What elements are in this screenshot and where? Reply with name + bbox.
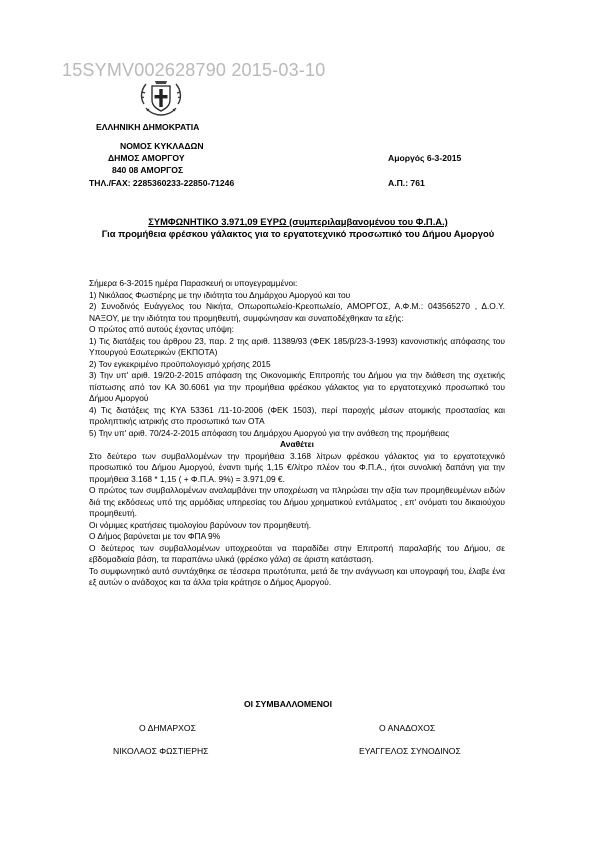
copies-paragraph: Το συμφωνητικό αυτό συντάχθηκε σε τέσσερα πρωτότυπα, μετά δε την ανάγνωση και υπογραφή του, έλαβε ένα εξ αυτών ο ανάδοχος και τα άλλα τρία κράτησε ο Δήμος Αμοργού. (89, 565, 505, 587)
delivery-paragraph: Ο δεύτερος των συμβαλλομένων υποχρεούται να παραδίδει στην Επιτροπή παραλαβής του Δήμου, σε εβδομαδιαία βάση, τα παραπάνω υλικά (φρέσκο γάλα) σε άριστη κατάσταση. (89, 542, 505, 564)
contractor-role: Ο ΑΝΑΔΟΧΟΣ (379, 723, 436, 733)
party-one-paragraph: 1) Νικόλαος Φωστιέρης με την ιδιότητα του Δημάρχου Αμοργού και του (89, 289, 351, 300)
intro-paragraph: Σήμερα 6-3-2015 ημέρα Παρασκευή οι υπογεγραμμένοι: (89, 278, 298, 288)
protocol-number: Α.Π.: 761 (388, 178, 425, 188)
clause-4-paragraph: 4) Τις διατάξεις της ΚΥΑ 53361 /11-10-2006 (ΦΕΚ 1503), περί παροχής μέσων ατομικής προστασίας και προληπτικής ιατρικής στο προσωπικό των ΟΤΑ (89, 404, 505, 426)
postal-line: 840 08 ΑΜΟΡΓΟΣ (112, 165, 184, 175)
clause-3-paragraph: 3) Την υπ' αριθ. 19/20-2-2015 απόφαση της Οικονομικής Επιτροπής του Δήμου για την διάθεση της σχετικής πίστωσης από τον ΚΑ 30.6061 για την προμήθεια φρέσκου γάλακτος για το εργατοτεχνικό προσωπικό του Δήμου Αμοργού (89, 370, 505, 403)
clause-2-paragraph: 2) Τον εγκεκριμένο προϋπολογισμό χρήσης 2015 (89, 358, 271, 369)
clause-5-paragraph: 5) Την υπ' αριθ. 70/24-2-2015 απόφαση του Δημάρχου Αμοργού για την ανάθεση της προμήθειας (89, 427, 450, 438)
contract-body (89, 278, 505, 589)
party-two-paragraph: 2) Συνοδινός Ευάγγελος του Νικήτα, Οπωροπωλείο-Κρεοπωλείο, ΑΜΟΡΓΟΣ, Α.Φ.Μ.: 043565270 , Δ.Ο.Υ. ΝΑΞΟΥ, με την ιδιότητα του προμηθευτή, συμφώνησαν και συναποδέχθηκαν τα εξής: (89, 301, 505, 323)
municipality-line: ΔΗΜΟΣ ΑΜΟΡΓΟΥ (108, 153, 185, 163)
payment-paragraph: Ο πρώτος των συμβαλλομένων αναλαμβάνει την υποχρέωση να πληρώσει την αξία των προμηθευμένων ειδών διά της εκδόσεως υπό της αρμόδιας υπηρεσίας του Δήμου χρηματικού εντάλματος , επ' ονόματι του δικαιούχου προμηθευτή. (89, 485, 505, 518)
considering-paragraph: Ο πρώτος από αυτούς έχοντας υπόψη: (89, 324, 234, 334)
title-amount-line: ΣΥΜΦΩΝΗΤΙΚΟ 3.971,09 ΕΥΡΩ (συμπεριλαμβανομένου του Φ.Π.Α.) (148, 216, 448, 227)
document-stamp: 15SYMV002628790 2015-03-10 (62, 60, 326, 80)
deductions-paragraph: Οι νόμιμες κρατήσεις τιμολογίου βαρύνουν τον προμηθευτή. (89, 519, 312, 530)
contractor-name: ΕΥΑΓΓΕΛΟΣ ΣΥΝΟΔΙΝΟΣ (359, 746, 461, 756)
assigns-heading: Αναθέτει (280, 439, 314, 449)
clause-1-paragraph: 1) Τις διατάξεις του άρθρου 23, παρ. 2 της αριθ. 11389/93 (ΦΕΚ 185/β/23-3-1993) κανονιστικής απόφασης του Υπουργού Εσωτερικών (ΕΚΠΟΤΑ) (89, 335, 505, 357)
mayor-name: ΝΙΚΟΛΑΟΣ ΦΩΣΤΙΕΡΗΣ (113, 746, 209, 756)
title-subject-line: Για προμήθεια φρέσκου γάλακτος για το εργατοτεχνικό προσωπικό του Δήμου Αμοργού (101, 228, 495, 239)
vat-paragraph: Ο Δήμος βαρύνεται με τον ΦΠΑ 9% (89, 531, 221, 541)
signatories-heading: ΟΙ ΣΥΜΒΑΛΛΟΜΕΝΟΙ (244, 699, 333, 709)
mayor-role: Ο ΔΗΜΑΡΧΟΣ (139, 723, 196, 733)
document-title (80, 216, 516, 240)
greek-coat-of-arms-icon (138, 78, 184, 118)
prefecture-line: ΝΟΜΟΣ ΚΥΚΛΑΔΩΝ (120, 141, 204, 151)
document-date: Αμοργός 6-3-2015 (388, 153, 462, 163)
phone-line: ΤΗΛ./FAX: 2285360233-22850-71246 (89, 178, 235, 188)
republic-heading: ΕΛΛΗΝΙΚΗ ΔΗΜΟΚΡΑΤΙΑ (96, 122, 200, 132)
assignment-paragraph: Στο δεύτερο των συμβαλλομένων την προμήθεια 3.168 λίτρων φρέσκου γάλακτος για το εργατοτεχνικό προσωπικό του Δήμου Αμοργού, έναντι τιμής 1,15 €/λίτρο πλέον του Φ.Π.Α., ήτοι συνολική δαπάνη για την προμήθεια 3.168 * 1,15 ( + Φ.Π.Α. 9%) = 3.971,09 €. (89, 450, 505, 484)
